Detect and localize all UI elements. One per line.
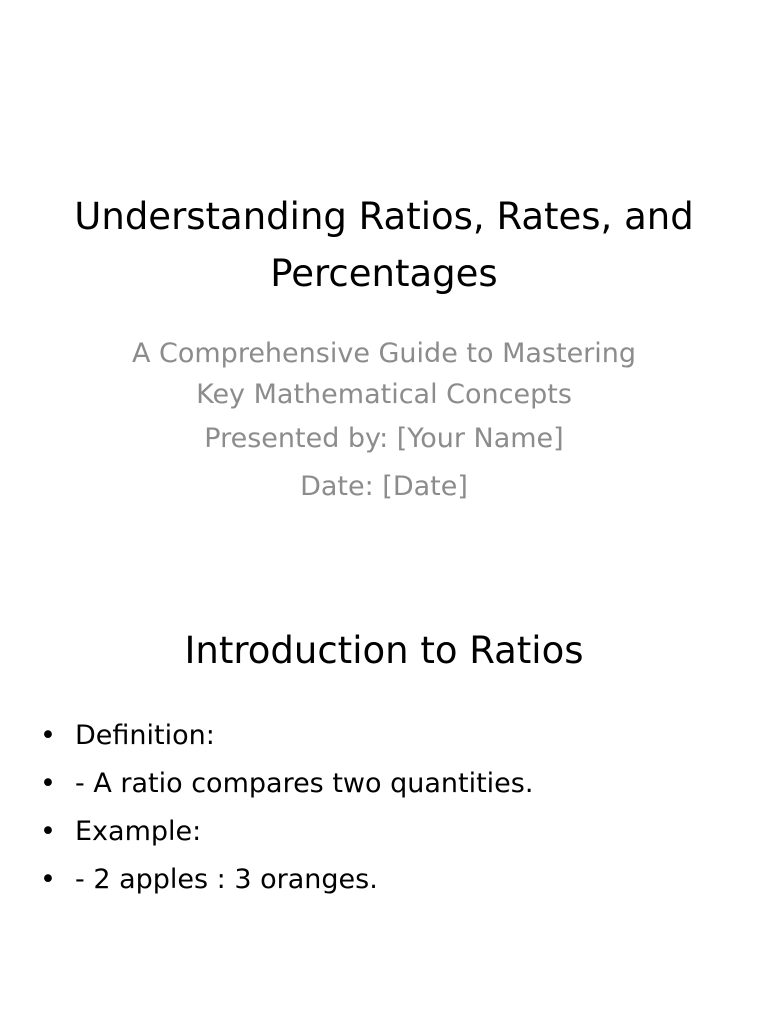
subtitle-block [90,333,678,511]
bullet-item [40,760,728,808]
bullet-icon: • [40,816,56,847]
bullet-icon: • [40,768,56,799]
bullet-icon: • [40,720,56,751]
slide-title: Introduction to Ratios [184,629,584,672]
bullet-item [40,808,728,856]
bullet-text: Definition: [75,720,215,751]
presenter-line: Presented by: [Your Name] [204,423,564,454]
subtitle-line-1: A Comprehensive Guide to Mastering [131,338,637,369]
bullet-list [40,712,728,904]
bullet-item [40,712,728,760]
intro-ratios-slide [0,576,768,1024]
bullet-text: - A ratio compares two quantities. [75,768,534,799]
bullet-icon: • [40,864,56,895]
subtitle-line-2: Key Mathematical Concepts [196,379,572,410]
date-line: Date: [Date] [300,471,468,502]
presentation-title: Understanding Ratios, Rates, and Percentages [74,195,694,295]
bullet-text: - 2 apples : 3 oranges. [75,864,378,895]
bullet-text: Example: [75,816,202,847]
bullet-item [40,856,728,904]
